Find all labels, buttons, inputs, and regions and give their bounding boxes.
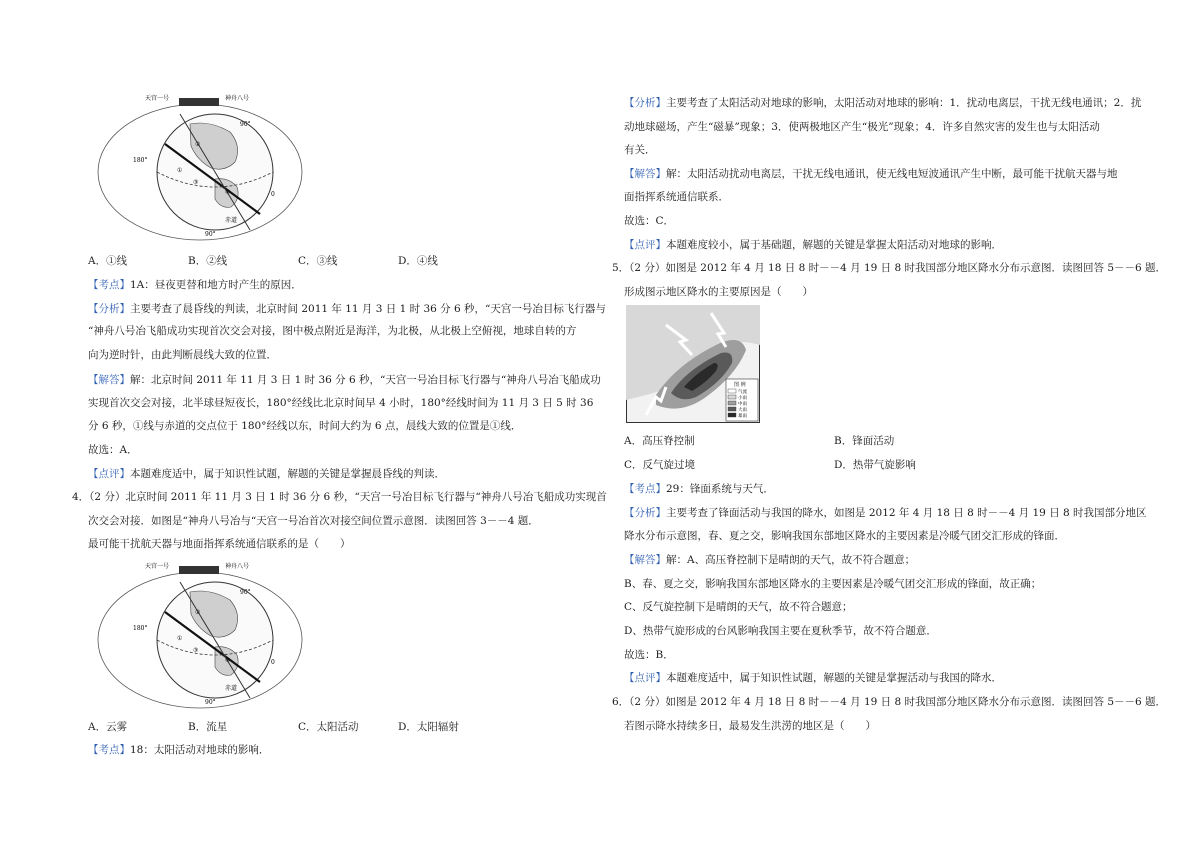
q4-guxuan: 故选：C． [624,215,675,227]
tag-fenxi: 【分析】 [88,303,130,315]
right-column [612,0,1167,848]
q5-dianping [624,671,1099,685]
tag-fenxi: 【分析】 [624,97,666,109]
tag-jieda: 【解答】 [88,374,130,386]
q4-jieda-line2: 面指挥系统通信联系． [624,191,729,203]
q3-fenxi-line3: 向为逆时针，由此判断晨线大致的位置． [88,349,277,361]
q5-guxuan: 故选：B． [624,649,674,661]
label-n4: ④ [225,189,231,196]
option-d[interactable]: D．热带气旋影响 [834,459,916,471]
legend-swatch-storm [728,413,736,417]
option-b[interactable]: B．②线 [188,255,228,267]
q4-stem-line1: 4．（2 分）北京时间 2011 年 11 月 3 日 1 时 36 分 6 秒，“天宫一号冶目标飞行器与“神舟八号冶飞船成功实现首 [72,491,607,503]
q4-stem-line3: 最可能干扰航天器与地面指挥系统通信联系的是（ ） [88,538,351,550]
label-n1: ① [177,635,183,642]
tag-jieda: 【解答】 [624,168,666,180]
legend-swatch-moderate [728,401,736,405]
tag-dianping: 【点评】 [624,672,666,684]
option-c[interactable]: C．太阳活动 [298,721,359,733]
label-equator: 赤道 [225,685,238,692]
label-180: 180° [133,157,148,164]
globe-diagram-2 [95,552,315,712]
q5-jieda-line2: B、春、夏之交，影响我国东部地区降水的主要因素是冷暖气团交汇形成的锋面，故正确； [624,578,1042,590]
label-90: 90° [240,121,251,128]
kaodian-text: 29：锋面系统与天气． [666,483,774,495]
label-shenzhou: 神舟八号 [225,95,250,102]
label-n3: ③ [193,179,199,186]
label-n4: ④ [225,657,231,664]
q3-kaodian [88,278,563,292]
globe-diagram-1 [95,84,315,244]
spacecraft-icon [179,566,219,574]
option-d[interactable]: D．④线 [398,255,438,267]
q4-kaodian [88,743,563,757]
q5-fenxi-line2: 降水分布示意图，春、夏之交，影响我国东部地区降水的主要因素是冷暖气团交汇形成的锋面． [624,530,1065,542]
tag-kaodian: 【考点】 [88,279,130,291]
precipitation-map [626,305,760,423]
jieda-text: 解：A、高压脊控制下是晴朗的天气，故不符合题意； [666,554,916,566]
label-tiangong: 天宫一号 [145,563,170,570]
q5-fenxi-line1 [624,506,1147,520]
legend-item: 中雨 [738,402,747,407]
jieda-text: 解：北京时间 2011 年 11 月 3 日 1 时 36 分 6 秒，“天宫一号冶目标飞行器与“神舟八号冶飞船成功 [130,374,601,386]
option-b[interactable]: B．锋面活动 [834,435,895,447]
legend-swatch-light [728,395,736,399]
fenxi-text: 主要考查了太阳活动对地球的影响，太阳活动对地球的影响：1．扰动电离层，干扰无线电通讯；2．扰 [666,97,1142,109]
option-d[interactable]: D．太阳辐射 [398,721,459,733]
tag-dianping: 【点评】 [88,468,130,480]
label-180: 180° [133,625,148,632]
q4-stem-line2: 次交会对接．如图是“神舟八号冶与“天宫一号冶首次对接空间位置示意图．读图回答 3－－4 题． [88,515,539,527]
legend-item: 小雨 [738,396,747,401]
q5-jieda-line4: D、热带气旋形成的台风影响我国主要在夏秋季节，故不符合题意． [624,625,937,637]
option-b[interactable]: B．流星 [188,721,228,733]
label-shenzhou: 神舟八号 [225,563,250,570]
legend-title: 图 例 [734,382,746,388]
legend-item: 气流 [738,390,747,395]
label-zero: 0 [271,191,275,198]
q4-fenxi-line1 [624,96,1142,110]
label-n2: ② [195,141,201,148]
label-equator: 赤道 [225,217,238,224]
legend-swatch-airflow [728,389,736,393]
option-a[interactable]: A．云雾 [88,721,128,733]
label-n3: ③ [193,647,199,654]
q5-jieda-line3: C、反气旋控制下是晴朗的天气，故不符合题意； [624,601,853,613]
q3-guxuan: 故选：A． [88,444,138,456]
kaodian-text: 18：太阳活动对地球的影响． [130,744,270,756]
q4-fenxi-line3: 有关． [624,144,656,156]
left-column [72,0,607,848]
q6-stem-line1: 6．（2 分）如图是 2012 年 4 月 18 日 8 时－－4 月 19 日 8 时我国部分地区降水分布示意图．读图回答 5－－6 题． [612,696,1167,708]
legend-item: 暴雨 [738,414,747,419]
legend-swatch-heavy [728,407,736,411]
q5-stem-line2: 形成图示地区降水的主要原因是（ ） [624,286,813,298]
q4-fenxi-line2: 动地球磁场，产生“磁暴”现象；3．使两极地区产生“极光”现象；4．许多自然灾害的发生也与太阳活动 [624,121,1100,133]
q5-stem-line1: 5．（2 分）如图是 2012 年 4 月 18 日 8 时－－4 月 19 日 8 时我国部分地区降水分布示意图．读图回答 5－－6 题． [612,262,1167,274]
q3-jieda-line3: 分 6 秒，①线与赤道的交点位于 180°经线以东，时间大约为 6 点，晨线大致的位置是①线． [88,420,522,432]
q3-jieda-line2: 实现首次交会对接，北半球昼短夜长，180°经线比北京时间早 4 小时，180°经线时间为 11 月 3 日 5 时 36 [88,397,594,409]
jieda-text: 解：太阳活动扰动电离层，干扰无线电通讯，使无线电短波通讯产生中断，最可能干扰航天器与地 [666,168,1118,180]
q3-dianping [88,467,563,481]
fenxi-text: 主要考查了晨昏线的判读，北京时间 2011 年 11 月 3 日 1 时 36 分 6 秒，“天宫一号冶目标飞行器与 [130,303,606,315]
label-90: 90° [240,589,251,596]
q3-fenxi-line1 [88,302,606,316]
option-a[interactable]: A．①线 [88,255,128,267]
spacecraft-icon [179,98,219,106]
label-90b: 90° [205,699,216,706]
q3-fenxi-line2: “神舟八号冶飞船成功实现首次交会对接，图中极点附近是海洋，为北极，从北极上空俯视，地球自转的方 [88,325,577,337]
tag-dianping: 【点评】 [624,239,666,251]
tag-kaodian: 【考点】 [88,744,130,756]
tag-fenxi: 【分析】 [624,507,666,519]
dianping-text: 本题难度适中，属于知识性试题，解题的关键是掌握活动与我国的降水． [666,672,1002,684]
label-n2: ② [195,609,201,616]
label-n1: ① [177,167,183,174]
legend-item: 大雨 [738,408,747,413]
label-tiangong: 天宫一号 [145,95,170,102]
option-a[interactable]: A．高压脊控制 [624,435,695,447]
q5-kaodian [624,482,1099,496]
q5-jieda-line1 [624,553,1099,567]
tag-jieda: 【解答】 [624,554,666,566]
q4-dianping [624,238,1099,252]
label-90b: 90° [205,231,216,238]
option-c[interactable]: C．③线 [298,255,338,267]
q4-jieda-line1 [624,167,1118,181]
q6-stem-line2: 若图示降水持续多日，最易发生洪涝的地区是（ ） [624,720,876,732]
label-zero: 0 [271,659,275,666]
option-c[interactable]: C．反气旋过境 [624,459,696,471]
q3-jieda-line1 [88,373,601,387]
kaodian-text: 1A：昼夜更替和地方时产生的原因． [130,279,302,291]
dianping-text: 本题难度适中，属于知识性试题，解题的关键是掌握晨昏线的判读． [130,468,445,480]
fenxi-text: 主要考查了锋面活动与我国的降水，如图是 2012 年 4 月 18 日 8 时－－4 月 19 日 8 时我国部分地区 [666,507,1147,519]
tag-kaodian: 【考点】 [624,483,666,495]
dianping-text: 本题难度较小，属于基础题，解题的关键是掌握太阳活动对地球的影响． [666,239,1002,251]
